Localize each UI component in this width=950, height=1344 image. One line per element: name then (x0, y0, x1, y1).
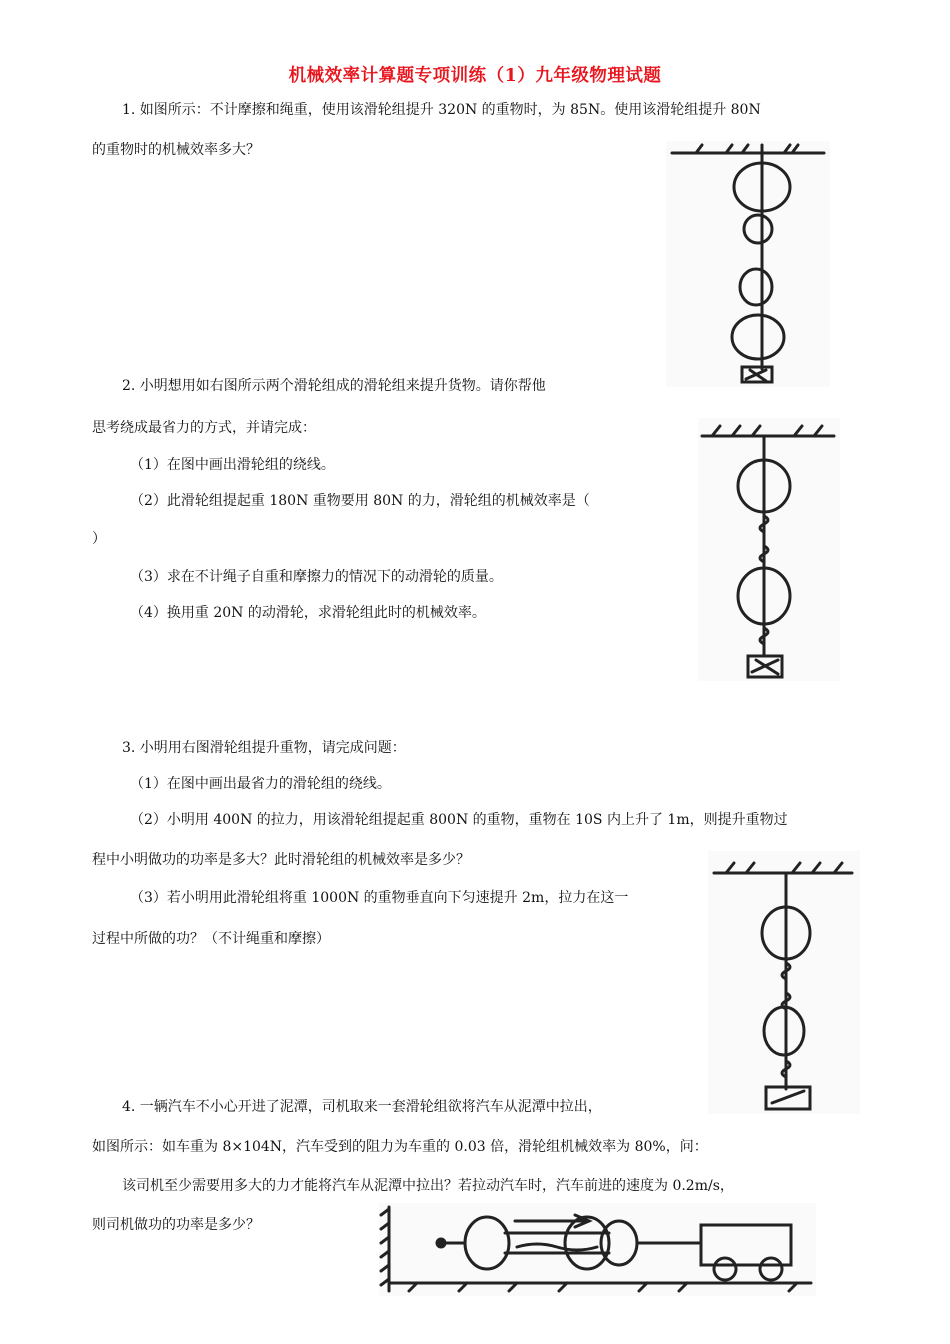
figure-q3-pulley (708, 851, 860, 1114)
q4-line4: 则司机做功的功率是多少？ (92, 1217, 260, 1233)
q3-sub3-end: 过程中所做的功？（不计绳重和摩擦） (92, 931, 330, 947)
q1-line1: 1. 如图所示：不计摩擦和绳重，使用该滑轮组提升 320N 的重物时，为 85N。使用该滑轮组提升 80N (122, 102, 761, 118)
figure-q2-pulley (698, 418, 840, 681)
q3-sub2: （2）小明用 400N 的拉力，用该滑轮组提起重 800N 的重物，重物在 10S 内上升了 1m，则提升重物过 (130, 812, 788, 828)
q3-sub2-end: 程中小明做功的功率是多大？此时滑轮组的机械效率是多少？ (92, 852, 470, 868)
q2-sub3: （3）求在不计绳子自重和摩擦力的情况下的动滑轮的质量。 (130, 569, 503, 585)
q2-line2: 思考绕成最省力的方式，并请完成： (92, 420, 316, 436)
figure-q4-car-pulley (379, 1203, 816, 1296)
q2-sub2-end: ） (92, 531, 106, 547)
q2-sub1: （1）在图中画出滑轮组的绕线。 (130, 457, 335, 473)
q3-sub3: （3）若小明用此滑轮组将重 1000N 的重物垂直向下匀速提升 2m，拉力在这一 (130, 890, 629, 906)
q4-line1: 4. 一辆汽车不小心开进了泥潭，司机取来一套滑轮组欲将汽车从泥潭中拉出， (122, 1099, 602, 1115)
figure-q1-pulley (666, 141, 830, 387)
q3-sub1: （1）在图中画出最省力的滑轮组的绕线。 (130, 776, 391, 792)
q2-line1: 2. 小明想用如右图所示两个滑轮组成的滑轮组来提升货物。请你帮他 (122, 378, 546, 394)
q2-sub2: （2）此滑轮组提起重 180N 重物要用 80N 的力，滑轮组的机械效率是（ (130, 493, 590, 509)
q4-line3: 该司机至少需要用多大的力才能将汽车从泥潭中拉出？若拉动汽车时，汽车前进的速度为 0.2m/s， (122, 1178, 734, 1194)
page-title: 机械效率计算题专项训练（1）九年级物理试题 (288, 66, 662, 86)
q4-line2: 如图所示：如车重为 8×104N，汽车受到的阻力为车重的 0.03 倍，滑轮组机械效率为 80%，问： (92, 1139, 708, 1155)
q1-line2: 的重物时的机械效率多大？ (92, 142, 260, 158)
q3-line1: 3. 小明用右图滑轮组提升重物，请完成问题： (122, 740, 406, 756)
q2-sub4: （4）换用重 20N 的动滑轮，求滑轮组此时的机械效率。 (130, 605, 486, 621)
